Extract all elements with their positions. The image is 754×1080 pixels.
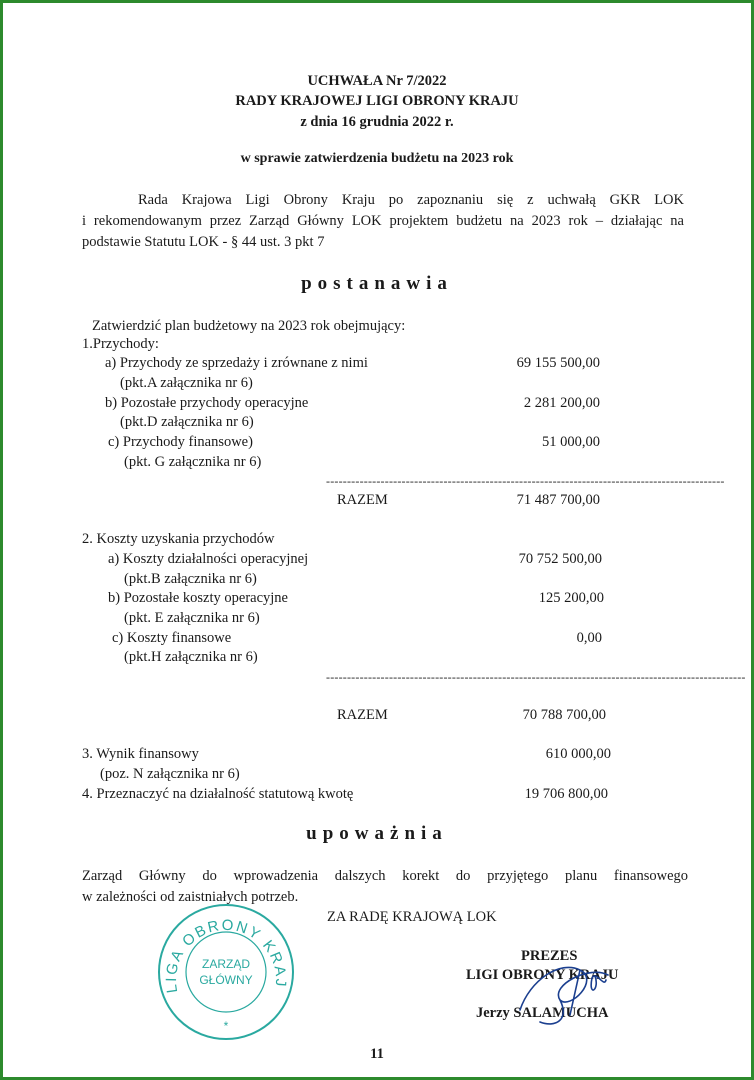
resolution-number: UCHWAŁA Nr 7/2022: [307, 73, 447, 89]
revenue-total-amount: 71 487 700,00: [516, 492, 600, 508]
revenue-item-c-label: c) Przychody finansowe): [108, 434, 253, 450]
costs-heading: 2. Koszty uzyskania przychodów: [82, 531, 275, 547]
allocation-label: 4. Przeznaczyć na działalność statutową kwotę: [82, 786, 354, 802]
revenue-item-c-amount: 51 000,00: [542, 434, 600, 450]
stamp-ring-text: LIGA OBRONY KRAJ: [162, 916, 290, 995]
revenue-total-label: RAZEM: [337, 492, 388, 508]
revenue-item-c-ref: (pkt. G załącznika nr 6): [124, 454, 262, 470]
result-label: 3. Wynik finansowy: [82, 746, 199, 762]
authorization-line-2: w zależności od zaistniałych potrzeb.: [82, 889, 299, 905]
result-ref: (poz. N załącznika nr 6): [100, 766, 240, 782]
revenue-separator: -----------------------------------------------------------------------------------------------: [326, 474, 725, 488]
revenue-item-b-label: b) Pozostałe przychody operacyjne: [105, 395, 309, 411]
stamp-star: *: [223, 1019, 229, 1033]
resolution-date: z dnia 16 grudnia 2022 r.: [300, 114, 454, 130]
decision-heading: postanawia: [301, 273, 453, 294]
stamp-center-line-1: ZARZĄD: [202, 957, 250, 971]
organization-stamp: [156, 902, 296, 1042]
page-number: 11: [370, 1046, 384, 1062]
costs-item-b-amount: 125 200,00: [538, 590, 604, 606]
costs-item-a-ref: (pkt.B załącznika nr 6): [124, 571, 257, 587]
costs-item-a-amount: 70 752 500,00: [518, 551, 602, 567]
costs-total-label: RAZEM: [337, 707, 388, 723]
revenue-item-a-label: a) Przychody ze sprzedaży i zrównane z nimi: [105, 355, 368, 371]
intro-line-1: Rada Krajowa Ligi Obrony Kraju po zapoznaniu się z uchwałą GKR LOK: [138, 192, 684, 208]
revenue-item-a-ref: (pkt.A załącznika nr 6): [120, 375, 253, 391]
costs-total-amount: 70 788 700,00: [522, 707, 606, 723]
intro-line-2: i rekomendowanym przez Zarząd Główny LOK projektem budżetu na 2023 rok – działając na: [82, 213, 684, 229]
revenue-item-b-amount: 2 281 200,00: [523, 395, 600, 411]
allocation-amount: 19 706 800,00: [524, 786, 608, 802]
handwritten-signature: [500, 940, 630, 1030]
signature-organization: LIGI OBRONY KRAJU: [466, 967, 619, 983]
resolution-subject: w sprawie zatwierdzenia budżetu na 2023 rok: [240, 151, 514, 166]
authorization-heading: upoważnia: [306, 823, 448, 844]
signature-name: Jerzy SALAMUCHA: [476, 1005, 609, 1021]
costs-item-a-label: a) Koszty działalności operacyjnej: [108, 551, 309, 567]
revenue-item-a-amount: 69 155 500,00: [516, 355, 600, 371]
stamp-center-line-2: GŁÓWNY: [199, 973, 253, 987]
signature-for-council: ZA RADĘ KRAJOWĄ LOK: [327, 909, 497, 925]
revenue-heading: 1.Przychody:: [82, 336, 159, 352]
stamp-graphic: [156, 902, 296, 1042]
result-amount: 610 000,00: [545, 746, 611, 762]
revenue-item-b-ref: (pkt.D załącznika nr 6): [120, 414, 254, 430]
authorization-line-1: Zarząd Główny do wprowadzenia dalszych korekt do przyjętego planu finansowego: [82, 868, 688, 884]
costs-item-b-label: b) Pozostałe koszty operacyjne: [108, 590, 288, 606]
intro-line-3: podstawie Statutu LOK - § 44 ust. 3 pkt 7: [82, 234, 325, 250]
costs-item-b-ref: (pkt. E załącznika nr 6): [124, 610, 260, 626]
costs-item-c-amount: 0,00: [576, 630, 602, 646]
signature-role: PREZES: [521, 948, 578, 964]
costs-item-c-label: c) Koszty finansowe: [112, 630, 232, 646]
costs-item-c-ref: (pkt.H załącznika nr 6): [124, 649, 258, 665]
plan-intro: Zatwierdzić plan budżetowy na 2023 rok obejmujący:: [92, 318, 406, 334]
costs-separator: ----------------------------------------------------------------------------------------------------: [326, 670, 746, 684]
council-name: RADY KRAJOWEJ LIGI OBRONY KRAJU: [235, 93, 519, 109]
